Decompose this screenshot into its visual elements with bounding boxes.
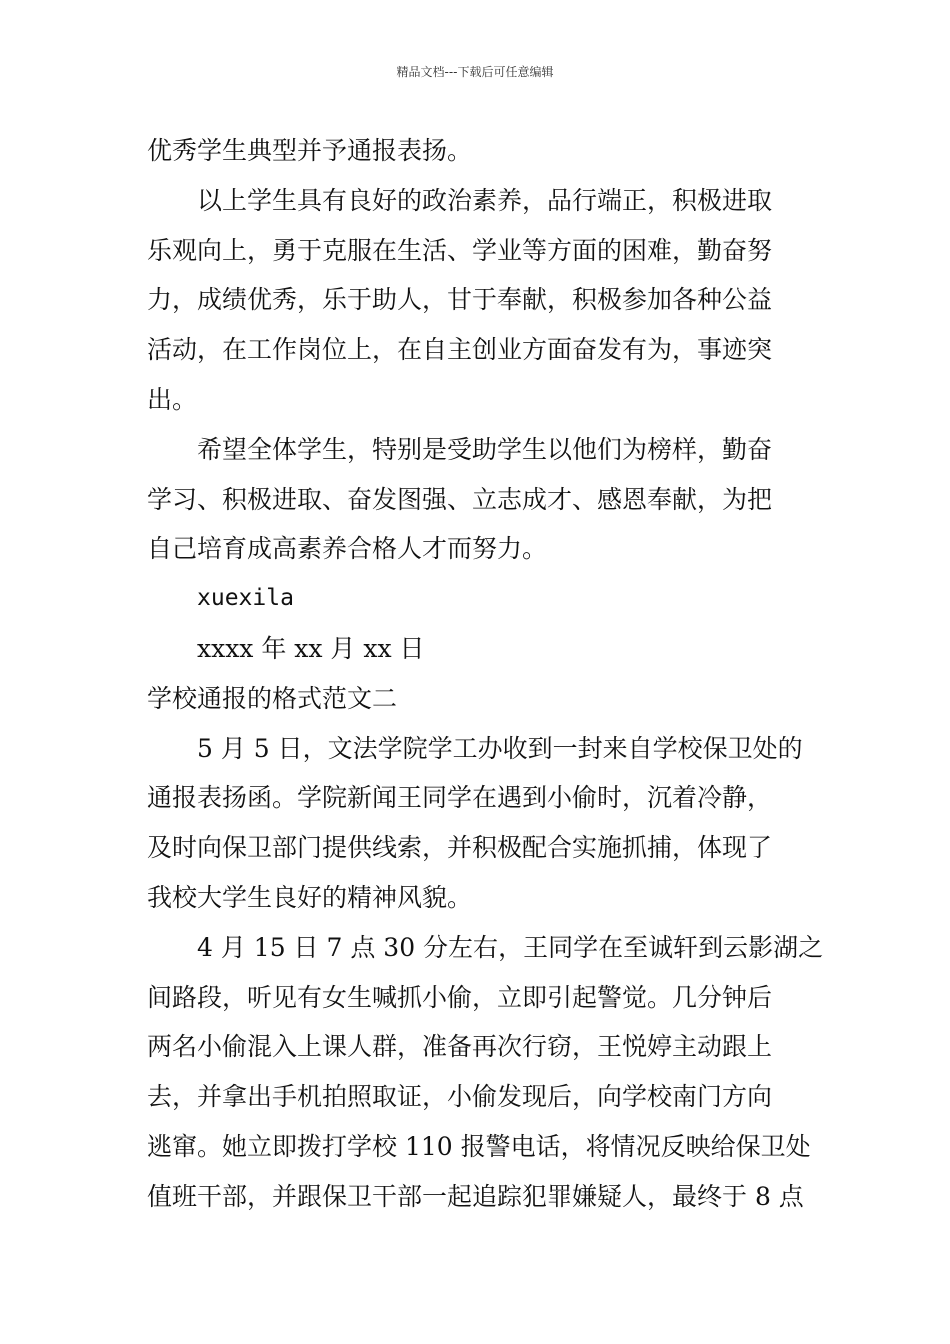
paragraph-line: 活动，在工作岗位上，在自主创业方面奋发有为，事迹突: [147, 335, 773, 365]
paragraph-line: 优秀学生典型并予通报表扬。: [147, 136, 473, 165]
paragraph-line: 我校大学生良好的精神风貌。: [147, 882, 473, 912]
paragraph-line: 逃窜。她立即拨打学校 110 报警电话，将情况反映给保卫处: [147, 1131, 811, 1161]
paragraph-line: 及时向保卫部门提供线索，并积极配合实施抓捕，体现了: [147, 833, 773, 863]
paragraph-line: 乐观向上，勇于克服在生活、学业等方面的困难，勤奋努: [147, 235, 773, 265]
paragraph-line: 通报表扬函。学院新闻王同学在遇到小偷时，沉着冷静，: [147, 783, 773, 813]
paragraph-line: 去，并拿出手机拍照取证，小偷发现后，向学校南门方向: [147, 1082, 773, 1112]
paragraph-line: 间路段，听见有女生喊抓小偷，立即引起警觉。几分钟后: [147, 982, 773, 1012]
paragraph-line: 以上学生具有良好的政治素养，品行端正，积极进取: [197, 185, 773, 215]
page-header: 精品文档---下载后可任意编辑: [396, 65, 554, 79]
paragraph-line: 两名小偷混入上课人群，准备再次行窃，王悦婷主动跟上: [147, 1032, 773, 1062]
paragraph-line: 值班干部，并跟保卫干部一起追踪犯罪嫌疑人，最终于 8 点: [147, 1181, 804, 1211]
paragraph-line: 自己培育成高素养合格人才而努力。: [147, 534, 548, 564]
date-line: xxxx 年 xx 月 xx 日: [197, 633, 425, 663]
paragraph-line: 5 月 5 日，文法学院学工办收到一封来自学校保卫处的: [197, 733, 803, 763]
paragraph-line: 学习、积极进取、奋发图强、立志成才、感恩奉献，为把: [147, 484, 773, 514]
paragraph-line: 希望全体学生，特别是受助学生以他们为榜样，勤奋: [197, 434, 773, 464]
document-body: [147, 126, 824, 1222]
section-title: 学校通报的格式范文二: [147, 683, 398, 713]
paragraph-line: 出。: [147, 384, 198, 414]
paragraph-line: 力，成绩优秀，乐于助人，甘于奉献，积极参加各种公益: [147, 285, 773, 315]
author-line: xuexila: [197, 585, 294, 612]
paragraph-line: 4 月 15 日 7 点 30 分左右，王同学在至诚轩到云影湖之: [197, 932, 824, 962]
